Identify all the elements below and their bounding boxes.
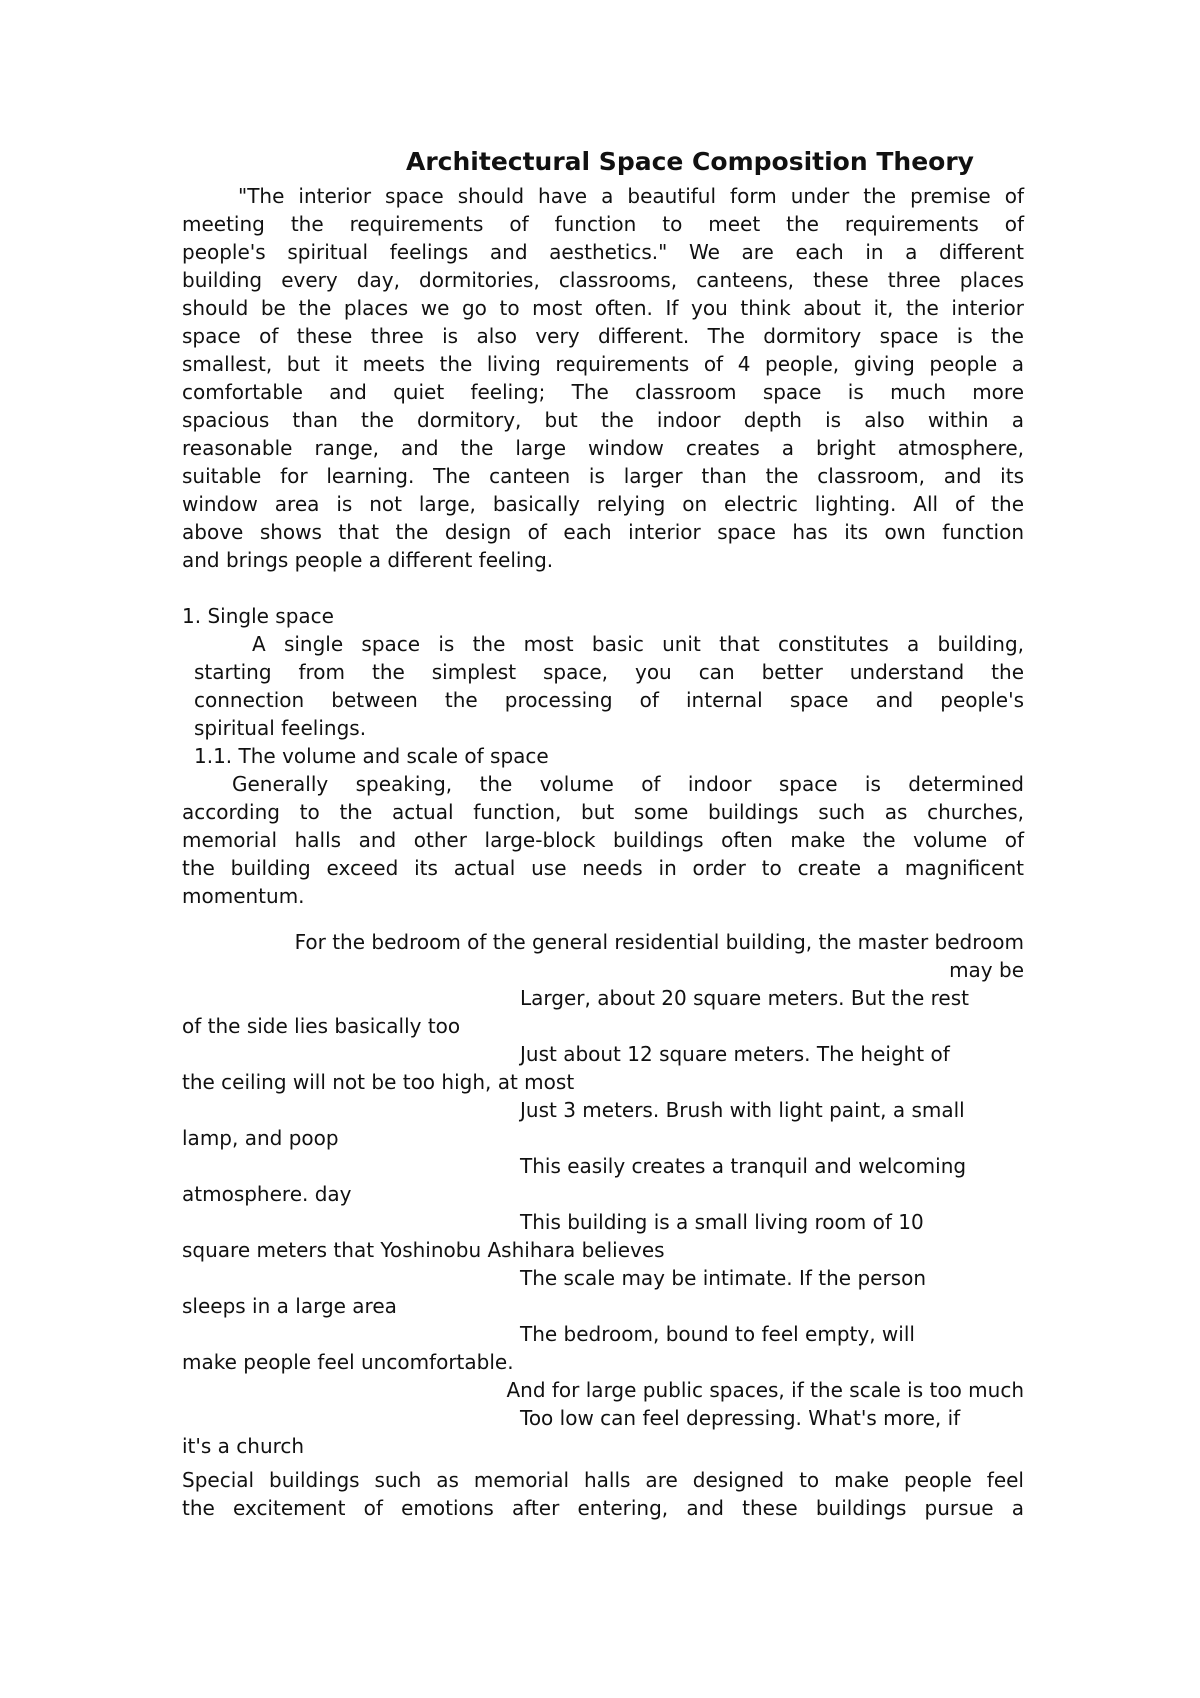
section-body-line: A single space is the most basic unit that constitutes a building, [252,632,1024,656]
subsection-body-line: momentum. [182,884,305,908]
intro-line: window area is not large, basically relying on electric lighting. All of the [182,492,1024,516]
bedroom-line: For the bedroom of the general residential building, the master bedroom [294,930,1024,954]
intro-line: should be the places we go to most often. If you think about it, the interior [182,296,1024,320]
bedroom-line: Larger, about 20 square meters. But the rest [520,986,969,1010]
bedroom-line: the ceiling will not be too high, at most [182,1070,575,1094]
intro-line: people's spiritual feelings and aesthetics." We are each in a different [182,240,1024,264]
intro-line: smallest, but it meets the living requirements of 4 people, giving people a [182,352,1024,376]
intro-line: comfortable and quiet feeling; The classroom space is much more [182,380,1024,404]
closing-line: Special buildings such as memorial halls are designed to make people feel [182,1468,1024,1492]
page-title: Architectural Space Composition Theory [406,147,974,176]
section-heading: 1. Single space [182,604,334,628]
section-body-line: connection between the processing of internal space and people's [194,688,1024,712]
bedroom-line: Just 3 meters. Brush with light paint, a small [520,1098,965,1122]
bedroom-line: make people feel uncomfortable. [182,1350,514,1374]
bedroom-line: square meters that Yoshinobu Ashihara believes [182,1238,665,1262]
subsection-heading: 1.1. The volume and scale of space [194,744,549,768]
bedroom-line: atmosphere. day [182,1182,352,1206]
bedroom-line: Just about 12 square meters. The height of [520,1042,950,1066]
subsection-body-line: according to the actual function, but some buildings such as churches, [182,800,1024,824]
closing-line: the excitement of emotions after entering, and these buildings pursue a [182,1496,1024,1520]
bedroom-line: The scale may be intimate. If the person [520,1266,926,1290]
subsection-body-line: Generally speaking, the volume of indoor space is determined [232,772,1024,796]
intro-line: "The interior space should have a beautiful form under the premise of [238,184,1024,208]
bedroom-line: This building is a small living room of 10 [520,1210,924,1234]
bedroom-line: The bedroom, bound to feel empty, will [520,1322,915,1346]
bedroom-line: of the side lies basically too [182,1014,461,1038]
bedroom-line: sleeps in a large area [182,1294,397,1318]
section-body-line: starting from the simplest space, you can better understand the [194,660,1024,684]
intro-line: building every day, dormitories, classrooms, canteens, these three places [182,268,1024,292]
intro-line: meeting the requirements of function to meet the requirements of [182,212,1024,236]
bedroom-line: it's a church [182,1434,305,1458]
intro-line: suitable for learning. The canteen is larger than the classroom, and its [182,464,1024,488]
bedroom-line: Too low can feel depressing. What's more, if [520,1406,961,1430]
intro-line: and brings people a different feeling. [182,548,554,572]
intro-line: reasonable range, and the large window creates a bright atmosphere, [182,436,1024,460]
intro-line: above shows that the design of each interior space has its own function [182,520,1024,544]
intro-line: spacious than the dormitory, but the indoor depth is also within a [182,408,1024,432]
bedroom-line: And for large public spaces, if the scale is too much [506,1378,1024,1402]
intro-line: space of these three is also very different. The dormitory space is the [182,324,1024,348]
bedroom-line: may be [949,958,1024,982]
subsection-body-line: the building exceed its actual use needs in order to create a magnificent [182,856,1024,880]
bedroom-line: This easily creates a tranquil and welcoming [520,1154,967,1178]
section-body-line: spiritual feelings. [194,716,367,740]
subsection-body-line: memorial halls and other large-block buildings often make the volume of [182,828,1024,852]
bedroom-line: lamp, and poop [182,1126,339,1150]
